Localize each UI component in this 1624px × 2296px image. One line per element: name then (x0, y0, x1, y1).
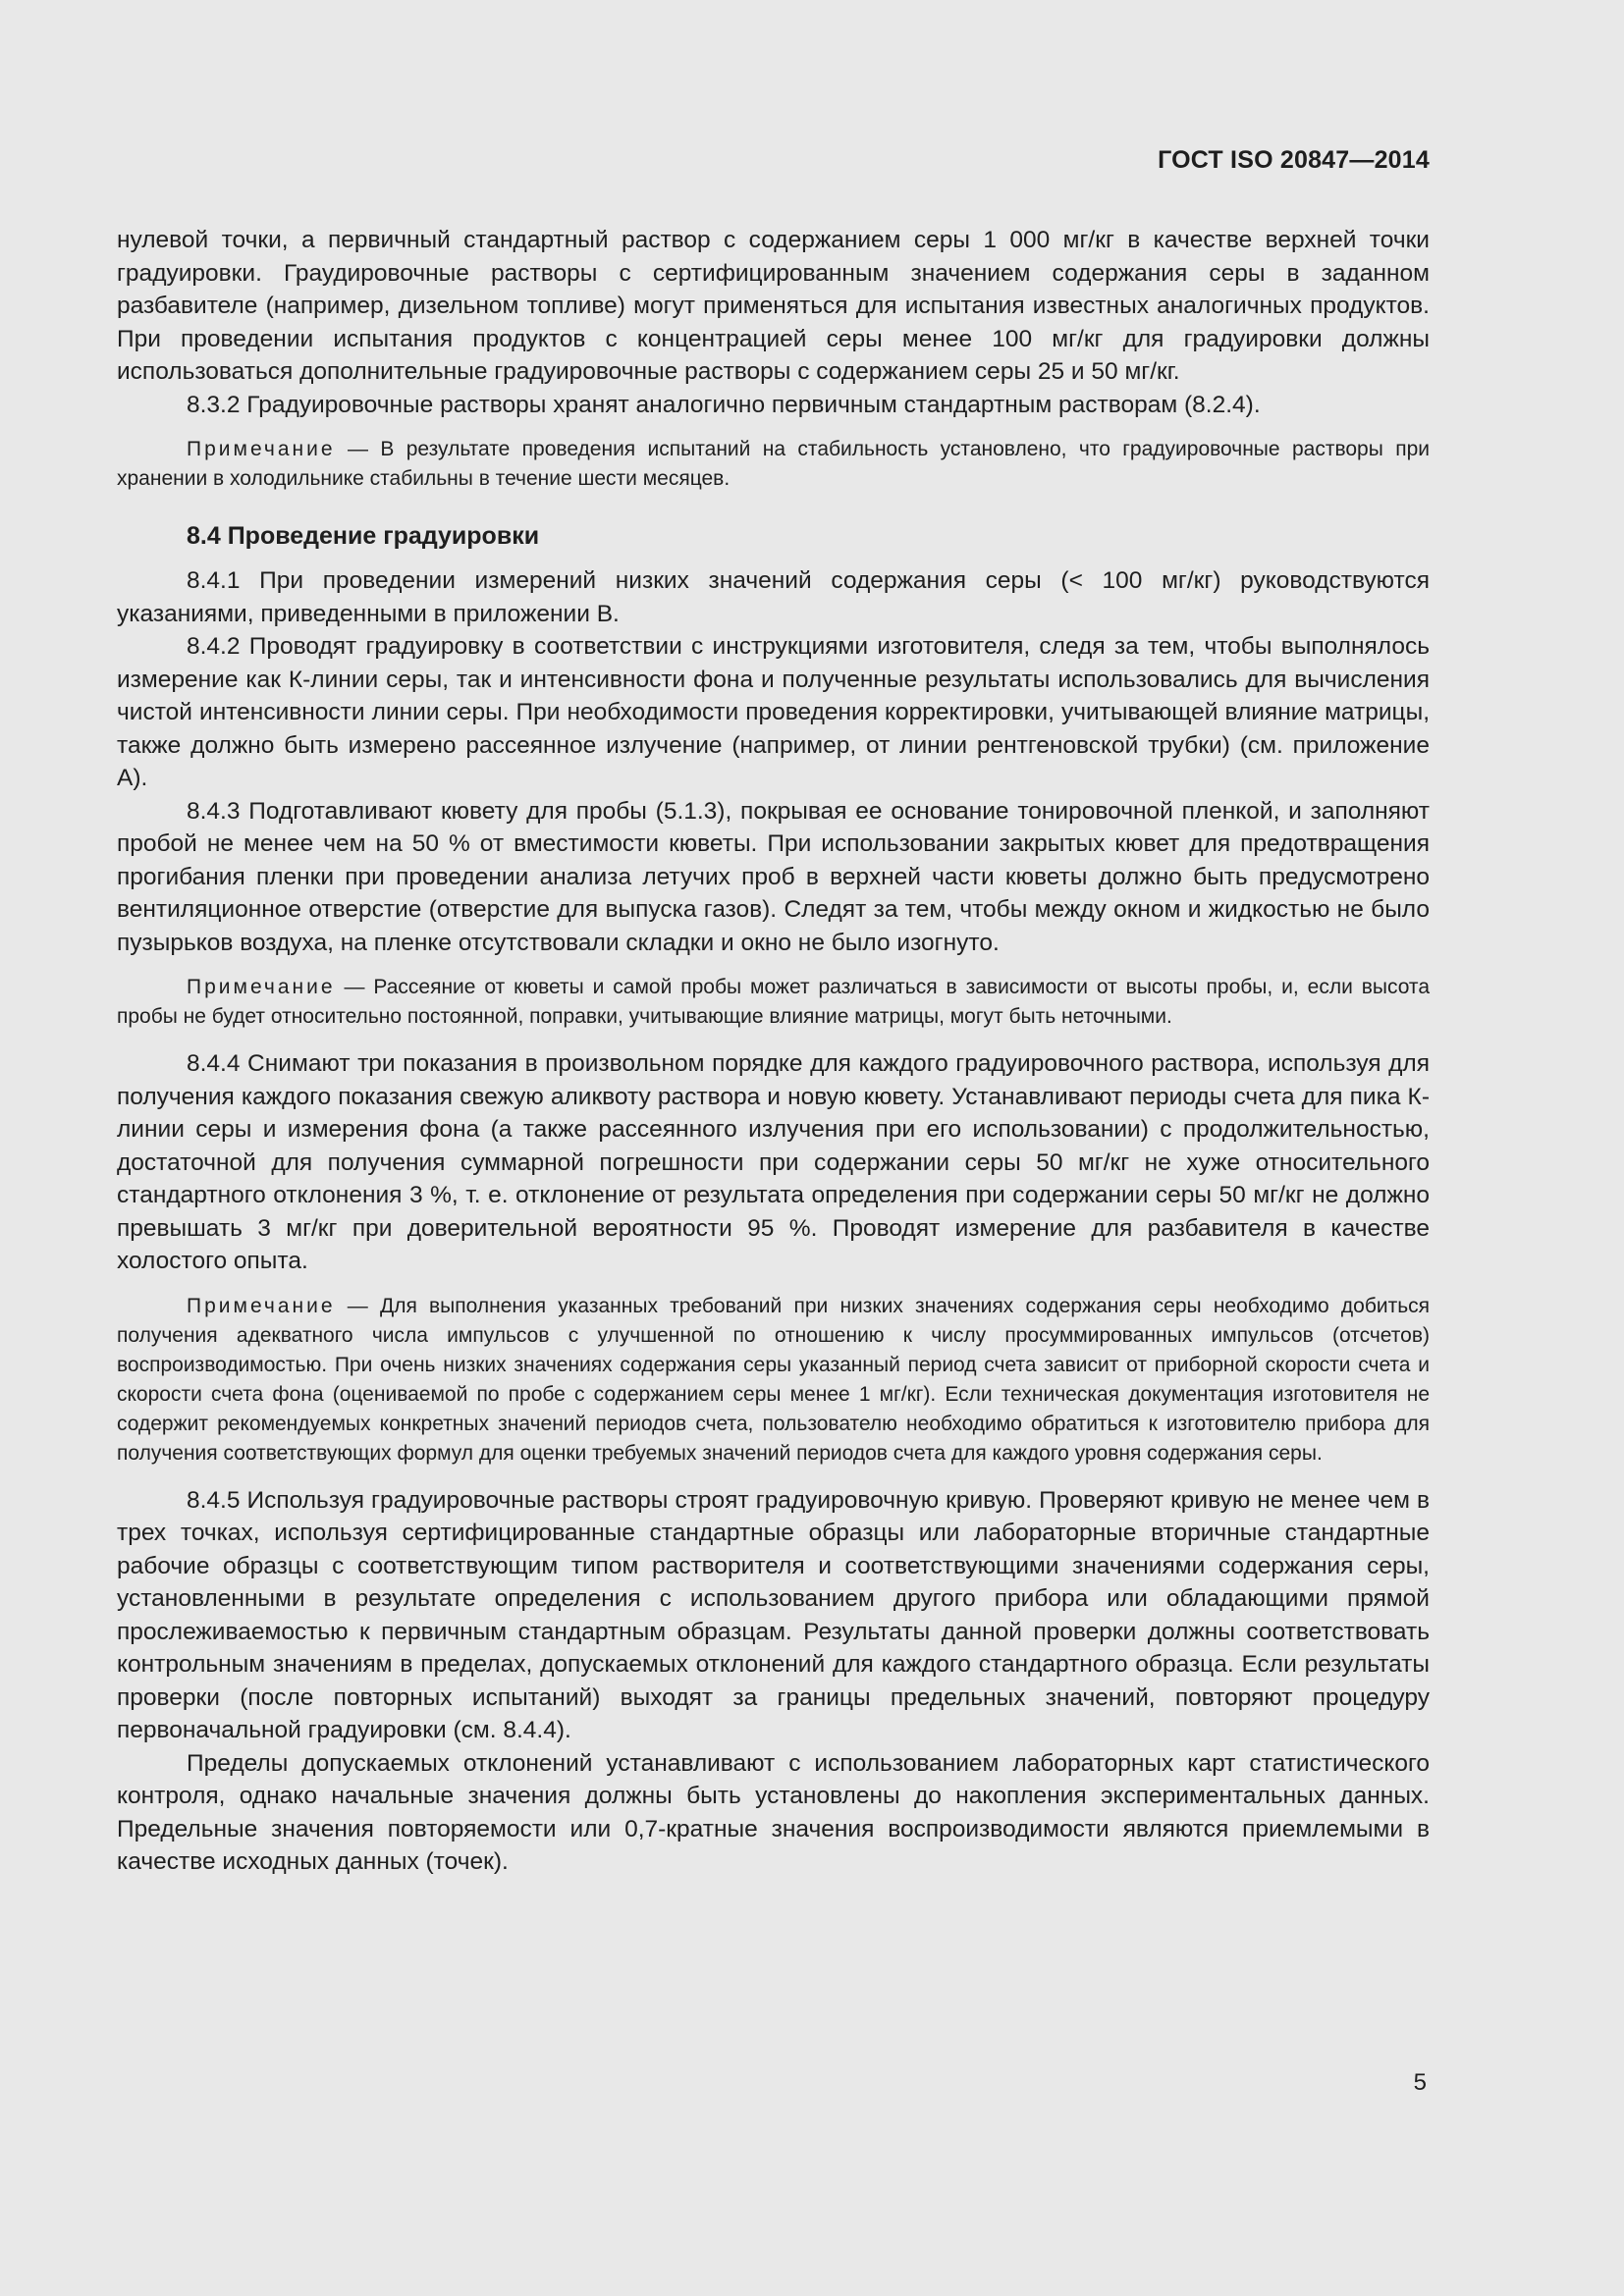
note-label: Примечание (187, 438, 336, 460)
document-body (117, 224, 1430, 1879)
note-label: Примечание (187, 1294, 336, 1317)
paragraph-8-4-2: 8.4.2 Проводят градуировку в соответствии с инструкциями изготовителя, следя за тем, чтобы выполнялось измерение как К-линии серы, так и интенсивности фона и полученные результаты использовались для вычисления чистой интенсивности линии серы. При необходимости проведения корректировки, учитывающей влияние матрицы, также должно быть измерено рассеянное излучение (например, от линии рентгеновской трубки) (см. приложение А). (117, 633, 1430, 791)
note-label: Примечание (187, 976, 336, 998)
note-dash: — (335, 438, 381, 460)
note-text: Рассеяние от кюветы и самой пробы может различаться в зависимости от высоты пробы, и, если высота пробы не будет относительно постоянной, поправки, учитывающие влияние матрицы, могут быть неточными. (117, 976, 1430, 1028)
paragraph-8-4-5: 8.4.5 Используя градуировочные растворы строят градуировочную кривую. Проверяют кривую не менее чем в трех точках, используя сертифицированные стандартные образцы или лабораторные вторичные стандартные рабочие образцы с соответствующим типом растворителя и соответствующими значениями содержания серы, установленными в результате определения с использованием другого прибора или обладающими прямой прослеживаемостью к первичным стандартным образцам. Результаты данной проверки должны соответствовать контрольным значениям в пределах, допускаемых отклонений для каждого стандартного образца. Если результаты проверки (после повторных испытаний) выходят за границы предельных значений, повторяют процедуру первоначальной градуировки (см. 8.4.4). (117, 1486, 1430, 1743)
page-number: 5 (1413, 2069, 1427, 2096)
paragraph-intro: нулевой точки, а первичный стандартный раствор с содержанием серы 1 000 мг/кг в качестве верхней точки градуировки. Граудировочные растворы с сертифицированным значением содержания серы в заданном разбавителе (например, дизельном топливе) могут применяться для испытания известных аналогичных продуктов. При проведении испытания продуктов с концентрацией серы менее 100 мг/кг для градуировки должны использоваться дополнительные градуировочные растворы с содержанием серы 25 и 50 мг/кг. (117, 227, 1430, 385)
note-dash: — (335, 1294, 380, 1317)
note-storage-stability (117, 435, 1430, 494)
note-scattering (117, 973, 1430, 1032)
paragraph-8-3-2: 8.3.2 Градуировочные растворы хранят аналогично первичным стандартным растворам (8.2.4). (187, 391, 1261, 418)
paragraph-8-4-4: 8.4.4 Снимают три показания в произвольном порядке для каждого градуировочного раствора, используя для получения каждого показания свежую аликвоту раствора и новую кювету. Устанавливают периоды счета для пика К-линии серы и измерения фона (а также рассеянного излучения при его использовании) с продолжительностью, достаточной для получения суммарной погрешности при содержании серы 50 мг/кг не хуже относительного стандартного отклонения 3 %, т. е. отклонение от результата определения при содержании серы 50 мг/кг не должно превышать 3 мг/кг при доверительной вероятности 95 %. Проводят измерение для разбавителя в качестве холостого опыта. (117, 1050, 1430, 1274)
paragraph-limits: Пределы допускаемых отклонений устанавливают с использованием лабораторных карт статистического контроля, однако начальные значения должны быть установлены до накопления экспериментальных данных. Предельные значения повторяемости или 0,7-кратные значения воспроизводимости являются приемлемыми в качестве исходных данных (точек). (117, 1749, 1430, 1875)
section-heading-8-4: 8.4 Проведение градуировки (187, 522, 540, 550)
note-dash: — (335, 976, 374, 998)
note-text: Для выполнения указанных требований при низких значениях содержания серы необходимо добиться получения адекватного числа импульсов с улучшенной по отношению к числу просуммированных импульсов (отсчетов) воспроизводимостью. При очень низких значениях содержания серы указанный период счета зависит от приборной скорости счета и скорости счета фона (оцениваемой по пробе с содержанием серы менее 1 мг/кг). Если техническая документация изготовителя не содержит рекомендуемых конкретных значений периодов счета, пользователю необходимо обратиться к изготовителю прибора для получения соответствующих формул для оценки требуемых значений периодов счета для каждого уровня содержания серы. (117, 1294, 1431, 1465)
note-counting-periods (117, 1292, 1430, 1468)
note-text: В результате проведения испытаний на стабильность установлено, что градуировочные растворы при хранении в холодильнике стабильны в течение шести месяцев. (117, 438, 1430, 490)
paragraph-8-4-3: 8.4.3 Подготавливают кювету для пробы (5.1.3), покрывая ее основание тонировочной пленкой, и заполняют пробой не менее чем на 50 % от вместимости кюветы. При использовании закрытых кювет для предотвращения прогибания пленки при проведении анализа летучих проб в верхней части кюветы должно быть предусмотрено вентиляционное отверстие (отверстие для выпуска газов). Следят за тем, чтобы между окном и жидкостью не было пузырьков воздуха, на пленке отсутствовали складки и окно не было изогнуто. (117, 797, 1430, 956)
document-code-header: ГОСТ ISO 20847—2014 (1158, 146, 1430, 174)
paragraph-8-4-1: 8.4.1 При проведении измерений низких значений содержания серы (< 100 мг/кг) руководствуются указаниями, приведенными в приложении В. (117, 567, 1430, 627)
